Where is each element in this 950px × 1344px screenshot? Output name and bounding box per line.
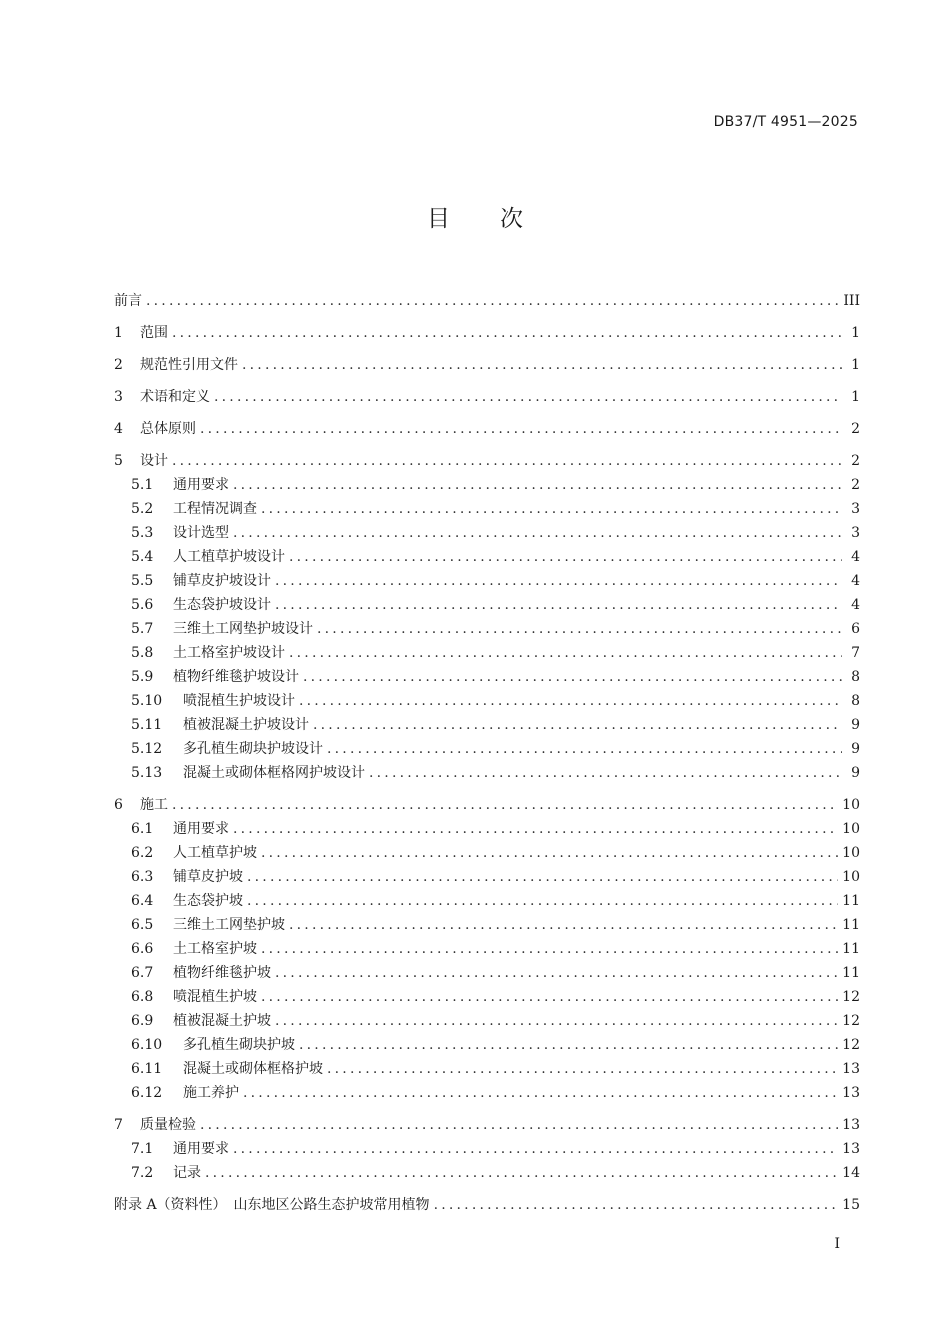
toc-entry-number: 6.3 [131,869,154,885]
toc-entry[interactable] [114,761,860,785]
toc-entry-page: 1 [851,325,860,341]
toc-entry-number: 5.5 [131,573,154,589]
toc-dot-leader [327,737,842,761]
toc-entry[interactable] [114,865,860,889]
toc-dot-leader [172,793,838,817]
toc-entry-page: 11 [842,917,860,933]
toc-entry-number: 4 [114,421,123,437]
toc-entry-page: 1 [851,357,860,373]
toc-entry[interactable] [114,449,860,473]
toc-dot-leader [233,1137,838,1161]
toc-entry-number: 5.3 [131,525,154,541]
toc-entry-page: III [843,293,860,309]
toc-dot-leader [205,1161,838,1185]
toc-entry-page: 9 [851,765,860,781]
toc-dot-leader [434,1193,839,1217]
toc-dot-leader [299,689,842,713]
toc-entry-label: 植物纤维毯护坡设计 [173,669,299,685]
toc-entry[interactable] [114,985,860,1009]
toc-dot-leader [233,521,842,545]
toc-entry-label: 人工植草护坡 [173,845,257,861]
toc-entry-label: 土工格室护坡 [173,941,257,957]
toc-dot-leader [247,889,838,913]
toc-entry[interactable] [114,1033,860,1057]
toc-entry[interactable] [114,1161,860,1185]
toc-entry-label: 术语和定义 [140,389,210,405]
toc-entry[interactable] [114,1009,860,1033]
toc-entry-label: 通用要求 [173,1141,229,1157]
toc-dot-leader [275,1009,838,1033]
toc-entry-number: 6.8 [131,989,154,1005]
toc-entry-page: 8 [851,669,860,685]
toc-entry-number: 5.1 [131,477,154,493]
document-code: DB37/T 4951—2025 [713,114,858,130]
toc-title-char-1: 目 [427,206,450,232]
toc-entry-label: 混凝土或砌体框格网护坡设计 [183,765,365,781]
toc-entry[interactable] [114,841,860,865]
toc-entry-label: 三维土工网垫护坡设计 [173,621,313,637]
toc-entry[interactable] [114,1193,860,1217]
toc-entry[interactable] [114,521,860,545]
toc-entry[interactable] [114,353,860,377]
toc-entry-page: 2 [851,453,860,469]
toc-entry-label: 工程情况调查 [173,501,257,517]
toc-entry[interactable] [114,569,860,593]
toc-dot-leader [369,761,842,785]
toc-entry[interactable] [114,689,860,713]
toc-entry[interactable] [114,417,860,441]
toc-entry[interactable] [114,593,860,617]
toc-entry-label: 设计 [140,453,168,469]
toc-entry-page: 13 [842,1085,860,1101]
toc-entry-page: 8 [851,693,860,709]
toc-entry-number: 6.10 [131,1037,163,1053]
toc-entry-number: 5.6 [131,597,154,613]
toc-entry-page: 13 [842,1061,860,1077]
toc-entry[interactable] [114,1137,860,1161]
toc-dot-leader [200,417,842,441]
toc-entry-number: 5.10 [131,693,163,709]
toc-entry[interactable] [114,641,860,665]
toc-entry-label: 喷混植生护坡设计 [183,693,295,709]
toc-dot-leader [261,937,838,961]
toc-entry-number: 5.12 [131,741,163,757]
toc-entry-page: 3 [851,501,860,517]
toc-entry-number: 5.9 [131,669,154,685]
toc-entry-number: 6 [114,797,123,813]
toc-entry-page: 13 [842,1141,860,1157]
toc-entry-label: 质量检验 [140,1117,196,1133]
toc-entry-page: 2 [851,477,860,493]
toc-dot-leader [317,617,842,641]
footer-page-number: I [834,1236,840,1252]
toc-entry-number: 6.5 [131,917,154,933]
toc-entry[interactable] [114,713,860,737]
toc-entry-page: 10 [842,869,860,885]
toc-entry-label: 植被混凝土护坡 [173,1013,271,1029]
toc-entry-page: 13 [842,1117,860,1133]
toc-entry-number: 7.1 [131,1141,154,1157]
toc-entry-number: 5.2 [131,501,154,517]
toc-entry-label: 通用要求 [173,477,229,493]
toc-dot-leader [146,289,839,313]
toc-dot-leader [299,1033,838,1057]
toc-entry-page: 11 [842,941,860,957]
toc-entry[interactable] [114,665,860,689]
toc-entry[interactable] [114,545,860,569]
toc-entry[interactable] [114,1057,860,1081]
toc-entry-number: 5.4 [131,549,154,565]
toc-entry-page: 12 [842,989,860,1005]
toc-entry-page: 15 [842,1197,860,1213]
toc-entry-page: 3 [851,525,860,541]
toc-dot-leader [247,865,838,889]
toc-title [0,200,950,233]
toc-entry-page: 6 [851,621,860,637]
toc-dot-leader [303,665,842,689]
toc-entry[interactable] [114,817,860,841]
toc-entry[interactable] [114,793,860,817]
toc-entry-label: 人工植草护坡设计 [173,549,285,565]
toc-dot-leader [243,1081,838,1105]
toc-entry-label: 铺草皮护坡设计 [173,573,271,589]
toc-entry-label: 植物纤维毯护坡 [173,965,271,981]
toc-entry[interactable] [114,737,860,761]
toc-entry-number: 7 [114,1117,123,1133]
toc-entry-number: 6.9 [131,1013,154,1029]
toc-entry[interactable] [114,1081,860,1105]
toc-entry-label: 混凝土或砌体框格护坡 [183,1061,323,1077]
toc-entry-page: 9 [851,717,860,733]
toc-entry-page: 1 [851,389,860,405]
toc-entry-label: 土工格室护坡设计 [173,645,285,661]
toc-dot-leader [233,817,838,841]
toc-entry-page: 12 [842,1013,860,1029]
toc-entry-number: 1 [114,325,123,341]
toc-dot-leader [261,985,838,1009]
toc-entry-page: 4 [851,549,860,565]
toc-entry[interactable] [114,617,860,641]
toc-entry-number: 3 [114,389,123,405]
toc-entry[interactable] [114,385,860,409]
toc-entry[interactable] [114,289,860,313]
toc-entry-number: 5.7 [131,621,154,637]
toc-dot-leader [242,353,842,377]
toc-entry[interactable] [114,473,860,497]
toc-entry-number: 5.13 [131,765,163,781]
toc-entry-number: 6.7 [131,965,154,981]
toc-title-char-2: 次 [500,206,523,232]
toc-entry[interactable] [114,1113,860,1137]
toc-entry-page: 14 [842,1165,860,1181]
toc-entry-number: 6.2 [131,845,154,861]
toc-entry-number: 2 [114,357,123,373]
toc-dot-leader [327,1057,838,1081]
toc-entry-number: 6.11 [131,1061,163,1077]
toc-entry-label: 喷混植生护坡 [173,989,257,1005]
toc-entry-page: 11 [842,965,860,981]
toc-entry-label: 规范性引用文件 [140,357,238,373]
toc-entry-number: 5 [114,453,123,469]
toc-dot-leader [200,1113,838,1137]
toc-entry[interactable] [114,497,860,521]
toc-entry[interactable] [114,961,860,985]
toc-entry[interactable] [114,937,860,961]
toc-entry-label: 多孔植生砌块护坡 [183,1037,295,1053]
toc-entry-label: 记录 [173,1165,201,1181]
toc-entry-number: 6.6 [131,941,154,957]
toc-entry-page: 4 [851,597,860,613]
toc-entry-label: 施工养护 [183,1085,239,1101]
toc-entry-label: 植被混凝土护坡设计 [183,717,309,733]
toc-entry-number: 6.1 [131,821,154,837]
toc-entry[interactable] [114,321,860,345]
toc-entry-label: 三维土工网垫护坡 [173,917,285,933]
toc-dot-leader [289,545,842,569]
toc-dot-leader [172,449,842,473]
toc-dot-leader [172,321,842,345]
toc-dot-leader [214,385,842,409]
toc-entry-label: 总体原则 [140,421,196,437]
toc-entry-page: 7 [851,645,860,661]
toc-dot-leader [275,569,842,593]
toc-dot-leader [233,473,842,497]
toc-entry-page: 2 [851,421,860,437]
toc-entry-label: 附录 A（资料性） 山东地区公路生态护坡常用植物 [114,1197,430,1213]
toc-entry-number: 5.8 [131,645,154,661]
toc-entry-page: 10 [842,845,860,861]
toc-entry-number: 6.4 [131,893,154,909]
toc-entry[interactable] [114,913,860,937]
toc-entry-page: 9 [851,741,860,757]
toc-entry-page: 4 [851,573,860,589]
toc-entry-label: 前言 [114,293,142,309]
toc-dot-leader [289,913,838,937]
toc-entry-number: 7.2 [131,1165,154,1181]
toc-entry-label: 施工 [140,797,168,813]
toc-entry-label: 设计选型 [173,525,229,541]
toc-entry-page: 10 [842,821,860,837]
toc-entry-page: 11 [842,893,860,909]
toc-entry-label: 多孔植生砌块护坡设计 [183,741,323,757]
toc-entry-number: 6.12 [131,1085,163,1101]
toc-entry-page: 12 [842,1037,860,1053]
table-of-contents [114,289,860,1217]
toc-entry-label: 生态袋护坡设计 [173,597,271,613]
toc-entry-label: 铺草皮护坡 [173,869,243,885]
toc-dot-leader [275,961,838,985]
toc-entry-label: 通用要求 [173,821,229,837]
toc-entry-label: 范围 [140,325,168,341]
toc-dot-leader [313,713,842,737]
toc-dot-leader [261,841,838,865]
toc-entry-page: 10 [842,797,860,813]
toc-entry-label: 生态袋护坡 [173,893,243,909]
toc-dot-leader [289,641,842,665]
toc-dot-leader [261,497,842,521]
toc-dot-leader [275,593,842,617]
toc-entry-number: 5.11 [131,717,163,733]
toc-entry[interactable] [114,889,860,913]
